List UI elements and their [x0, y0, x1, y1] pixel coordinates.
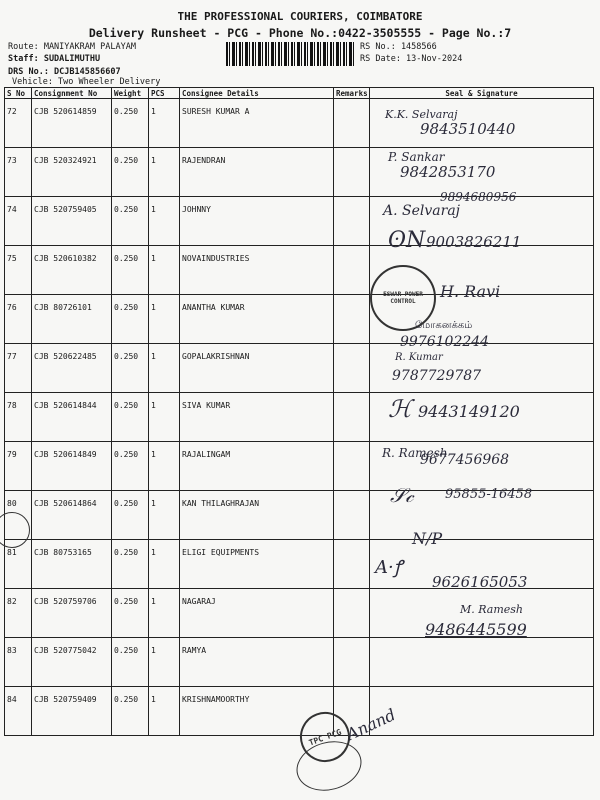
table-row	[5, 295, 594, 344]
consignee-cell: NAGARAJ	[180, 589, 334, 638]
weight-cell: 0.250	[112, 540, 149, 589]
handwritten-phone-80: 9677456968	[420, 452, 510, 468]
sno-cell: 75	[5, 246, 32, 295]
pcs-cell: 1	[149, 589, 180, 638]
footer-stamp-text: TPC PCG	[307, 727, 343, 747]
consignee-cell: RAJENDRAN	[180, 148, 334, 197]
remarks-cell	[334, 589, 370, 638]
drs-number: DRS No.: DCJB145856607	[8, 67, 121, 77]
signature-scribble-79: ℋ	[388, 395, 412, 423]
signature-cell	[370, 638, 594, 687]
remarks-cell	[334, 638, 370, 687]
weight-cell: 0.250	[112, 246, 149, 295]
pcs-cell: 1	[149, 442, 180, 491]
sno-cell: 74	[5, 197, 32, 246]
staff-label: Staff: SUDALIMUTHU	[8, 54, 101, 64]
weight-cell: 0.250	[112, 687, 149, 736]
footer-signature: Anand	[343, 704, 399, 745]
consignment-cell: CJB 80726101	[32, 295, 112, 344]
col-sno: S No	[5, 88, 32, 99]
remarks-cell	[334, 197, 370, 246]
weight-cell: 0.250	[112, 99, 149, 148]
weight-cell: 0.250	[112, 491, 149, 540]
handwritten-name-73: P. Sankar	[388, 150, 445, 164]
remarks-cell	[334, 99, 370, 148]
company-seal-text: ESWAR POWER CONTROL	[383, 291, 423, 305]
table-row	[5, 687, 594, 736]
consignee-cell: RAMYA	[180, 638, 334, 687]
barcode	[226, 42, 354, 66]
consignee-cell: KAN THILAGHRAJAN	[180, 491, 334, 540]
consignee-cell: SURESH KUMAR A	[180, 99, 334, 148]
consignee-cell: GOPALAKRISHNAN	[180, 344, 334, 393]
rs-number: RS No.: 1458566	[360, 42, 437, 52]
sno-cell: 78	[5, 393, 32, 442]
weight-cell: 0.250	[112, 589, 149, 638]
table-header-row	[5, 88, 594, 99]
sno-cell: 72	[5, 99, 32, 148]
sno-cell: 77	[5, 344, 32, 393]
consignment-cell: CJB 520610382	[32, 246, 112, 295]
col-remarks: Remarks	[334, 88, 370, 99]
remarks-cell	[334, 442, 370, 491]
weight-cell: 0.250	[112, 295, 149, 344]
handwritten-phone-77: 9976102244	[400, 334, 490, 350]
handwritten-name-76: H. Ravi	[440, 282, 501, 301]
weight-cell: 0.250	[112, 344, 149, 393]
col-weight: Weight	[112, 88, 149, 99]
pcs-cell: 1	[149, 246, 180, 295]
vehicle-label: Vehicle: Two Wheeler Delivery	[12, 77, 161, 87]
sno-cell: 73	[5, 148, 32, 197]
weight-cell: 0.250	[112, 148, 149, 197]
consignment-cell: CJB 520324921	[32, 148, 112, 197]
consignee-cell: NOVAINDUSTRIES	[180, 246, 334, 295]
consignee-cell: ELIGI EQUIPMENTS	[180, 540, 334, 589]
remarks-cell	[334, 393, 370, 442]
remarks-cell	[334, 344, 370, 393]
consignee-cell: JOHNNY	[180, 197, 334, 246]
handwritten-phone-74: 9894680956	[440, 190, 517, 204]
col-consignment: Consignment No	[32, 88, 112, 99]
pcs-cell: 1	[149, 393, 180, 442]
table-row	[5, 638, 594, 687]
sno-cell: 76	[5, 295, 32, 344]
consignment-cell: CJB 80753165	[32, 540, 112, 589]
consignment-cell: CJB 520614859	[32, 99, 112, 148]
pcs-cell: 1	[149, 540, 180, 589]
weight-cell: 0.250	[112, 442, 149, 491]
pcs-cell: 1	[149, 295, 180, 344]
sno-cell: 81	[5, 540, 32, 589]
weight-cell: 0.250	[112, 393, 149, 442]
sno-cell: 84	[5, 687, 32, 736]
consignment-cell: CJB 520759706	[32, 589, 112, 638]
handwritten-name-72: K.K. Selvaraj	[385, 108, 458, 121]
signature-scribble-75: ʘN	[388, 228, 426, 253]
consignment-cell: CJB 520622485	[32, 344, 112, 393]
col-signature: Seal & Signature	[370, 88, 594, 99]
consignee-cell: RAJALINGAM	[180, 442, 334, 491]
handwritten-phone-75: 9003826211	[426, 233, 522, 251]
handwritten-name-78: R. Kumar	[395, 352, 443, 363]
consignment-cell: CJB 520614849	[32, 442, 112, 491]
signature-scribble-81: 𝒮𝒸	[390, 483, 414, 507]
company-title: THE PROFESSIONAL COURIERS, COIMBATORE	[177, 10, 423, 23]
weight-cell: 0.250	[112, 638, 149, 687]
col-consignee: Consignee Details	[180, 88, 334, 99]
pcs-cell: 1	[149, 638, 180, 687]
handwritten-name-80: R. Ramesh	[382, 446, 448, 460]
handwritten-name-74: A. Selvaraj	[383, 203, 460, 219]
sno-cell: 79	[5, 442, 32, 491]
handwritten-name-77: மோகனக்கம்	[415, 320, 473, 331]
consignee-cell: KRISHNAMOORTHY	[180, 687, 334, 736]
pcs-cell: 1	[149, 491, 180, 540]
handwritten-phone-73: 9842853170	[400, 163, 496, 181]
runsheet-title: Delivery Runsheet - PCG - Phone No.:0422-3505555 - Page No.:7	[88, 26, 512, 40]
handwritten-phone-78: 9787729787	[392, 368, 482, 384]
consignee-cell: ANANTHA KUMAR	[180, 295, 334, 344]
pcs-cell: 1	[149, 344, 180, 393]
handwritten-phone-72: 9843510440	[420, 120, 516, 138]
pcs-cell: 1	[149, 99, 180, 148]
sno-cell: 80	[5, 491, 32, 540]
remarks-cell	[334, 540, 370, 589]
handwritten-phone-81: 95855-16458	[445, 487, 533, 502]
signature-cell	[370, 687, 594, 736]
table-row	[5, 344, 594, 393]
sno-cell: 82	[5, 589, 32, 638]
pcs-cell: 1	[149, 687, 180, 736]
handwritten-note-82: N/P	[412, 529, 443, 548]
handwritten-phone-84: 9486445599	[425, 620, 527, 639]
consignment-cell: CJB 520614864	[32, 491, 112, 540]
remarks-cell	[334, 491, 370, 540]
remarks-cell	[334, 246, 370, 295]
pcs-cell: 1	[149, 197, 180, 246]
remarks-cell	[334, 295, 370, 344]
signature-scribble-83: A·ꝭ	[375, 557, 403, 578]
remarks-cell	[334, 148, 370, 197]
consignment-cell: CJB 520775042	[32, 638, 112, 687]
weight-cell: 0.250	[112, 197, 149, 246]
consignee-cell: SIVA KUMAR	[180, 393, 334, 442]
pcs-cell: 1	[149, 148, 180, 197]
rs-date: RS Date: 13-Nov-2024	[360, 54, 463, 64]
handwritten-phone-79: 9443149120	[418, 402, 520, 421]
handwritten-name-84: M. Ramesh	[460, 603, 524, 616]
sno-cell: 83	[5, 638, 32, 687]
route-label: Route: MANIYAKRAM PALAYAM	[8, 42, 136, 52]
consignment-cell: CJB 520759409	[32, 687, 112, 736]
table-row	[5, 246, 594, 295]
consignment-cell: CJB 520614844	[32, 393, 112, 442]
consignment-cell: CJB 520759405	[32, 197, 112, 246]
handwritten-phone-83: 9626165053	[432, 573, 528, 591]
col-pcs: PCS	[149, 88, 180, 99]
